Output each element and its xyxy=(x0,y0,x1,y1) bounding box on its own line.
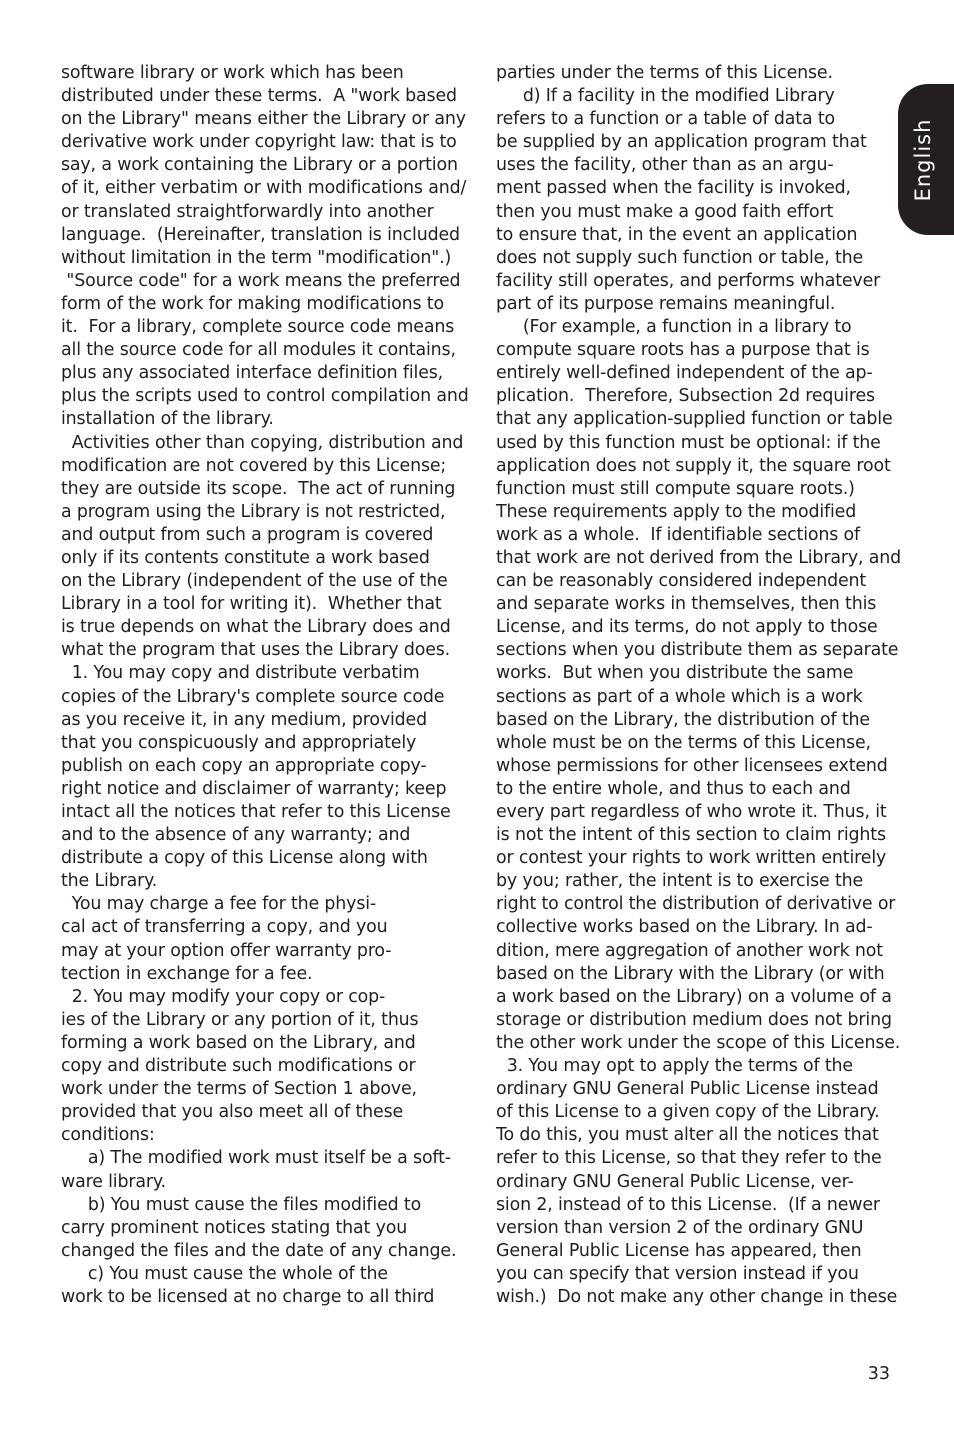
right-text-column xyxy=(496,62,906,1309)
text-line: on the Library" means either the Library or any xyxy=(61,109,466,130)
text-line: then you must make a good faith effort xyxy=(496,201,834,222)
text-line: every part regardless of who wrote it. Thus, it xyxy=(496,802,887,822)
text-line: parties under the terms of this License. xyxy=(496,63,833,83)
text-line: based on the Library with the Library (or with xyxy=(496,963,885,984)
text-line: does not supply such function or table, the xyxy=(496,247,864,268)
text-line: ordinary GNU General Public License, ver- xyxy=(496,1171,854,1192)
text-line: distributed under these terms. A "work based xyxy=(61,86,457,107)
text-line: say, a work containing the Library or a portion xyxy=(61,155,458,176)
text-line: without limitation in the term "modification".) xyxy=(61,247,452,268)
text-line: what the program that uses the Library does. xyxy=(61,640,451,661)
text-line: refer to this License, so that they refer to the xyxy=(496,1148,882,1169)
text-line: tection in exchange for a fee. xyxy=(61,963,313,984)
text-line: wish.) Do not make any other change in these xyxy=(496,1286,898,1307)
text-line: right notice and disclaimer of warranty; keep xyxy=(61,778,447,799)
text-line: ordinary GNU General Public License instead xyxy=(496,1079,879,1100)
text-line: derivative work under copyright law: that is to xyxy=(61,132,457,153)
page-number: 33 xyxy=(867,1364,890,1384)
text-line: forming a work based on the Library, and xyxy=(61,1032,416,1053)
text-line: entirely well-defined independent of the ap- xyxy=(496,363,873,384)
text-line: cal act of transferring a copy, and you xyxy=(61,917,388,938)
text-line: of this License to a given copy of the Library. xyxy=(496,1102,880,1123)
text-line: plus the scripts used to control compilation and xyxy=(61,386,469,407)
text-line: provided that you also meet all of these xyxy=(61,1102,404,1123)
text-line: work under the terms of Section 1 above, xyxy=(61,1079,417,1100)
text-line: License, and its terms, do not apply to those xyxy=(496,617,878,638)
text-line: 2. You may modify your copy or cop- xyxy=(61,986,386,1007)
text-line: Activities other than copying, distribution and xyxy=(61,432,464,453)
text-line: sion 2, instead of to this License. (If a newer xyxy=(496,1194,880,1215)
text-line: work to be licensed at no charge to all third xyxy=(61,1286,435,1307)
text-line: modification are not covered by this License; xyxy=(61,455,447,476)
text-line: d) If a facility in the modified Library xyxy=(496,86,835,107)
text-line: a work based on the Library) on a volume of a xyxy=(496,986,892,1007)
text-line: You may charge a fee for the physi- xyxy=(61,894,377,915)
text-line: and separate works in themselves, then this xyxy=(496,594,877,615)
text-line: may at your option offer warranty pro- xyxy=(61,940,392,961)
text-line: c) You must cause the whole of the xyxy=(61,1263,388,1284)
text-line: of it, either verbatim or with modifications and/ xyxy=(61,178,467,199)
text-line: used by this function must be optional: if the xyxy=(496,432,881,453)
text-line: plus any associated interface definition files, xyxy=(61,363,444,384)
text-line: storage or distribution medium does not bring xyxy=(496,1009,892,1030)
text-line: language. (Hereinafter, translation is included xyxy=(61,224,460,245)
text-line: intact all the notices that refer to this License xyxy=(61,802,451,822)
text-line: that work are not derived from the Library, and xyxy=(496,547,901,568)
text-line: sections when you distribute them as separate xyxy=(496,640,899,661)
text-line: plication. Therefore, Subsection 2d requires xyxy=(496,386,875,407)
text-line: be supplied by an application program that xyxy=(496,132,867,153)
text-line: application does not supply it, the square root xyxy=(496,455,891,476)
text-line: a program using the Library is not restricted, xyxy=(61,501,446,522)
text-line: (For example, a function in a library to xyxy=(496,317,852,338)
text-line: and to the absence of any warranty; and xyxy=(61,825,411,846)
text-line: is not the intent of this section to claim rights xyxy=(496,825,886,846)
text-line: distribute a copy of this License along with xyxy=(61,848,428,869)
text-line: is true depends on what the Library does and xyxy=(61,617,451,638)
text-line: the other work under the scope of this License. xyxy=(496,1032,901,1053)
text-line: whole must be on the terms of this License, xyxy=(496,732,871,753)
text-line: ware library. xyxy=(61,1171,166,1192)
text-line: part of its purpose remains meaningful. xyxy=(496,293,836,314)
text-line: To do this, you must alter all the notices that xyxy=(496,1125,879,1146)
text-line: collective works based on the Library. In ad- xyxy=(496,917,873,938)
text-line: General Public License has appeared, then xyxy=(496,1240,862,1261)
text-line: you can specify that version instead if you xyxy=(496,1263,859,1284)
text-line: These requirements apply to the modified xyxy=(496,501,857,522)
text-line: ies of the Library or any portion of it, thus xyxy=(61,1009,419,1030)
text-line: they are outside its scope. The act of running xyxy=(61,478,456,499)
text-line: copy and distribute such modifications or xyxy=(61,1056,416,1077)
text-line: software library or work which has been xyxy=(61,63,404,83)
text-line: that you conspicuously and appropriately xyxy=(61,732,417,753)
text-line: b) You must cause the files modified to xyxy=(61,1194,422,1215)
text-line: refers to a function or a table of data to xyxy=(496,109,835,130)
text-line: right to control the distribution of derivative or xyxy=(496,894,896,915)
text-line: all the source code for all modules it contains, xyxy=(61,340,456,361)
text-line: work as a whole. If identifiable sections of xyxy=(496,524,861,545)
text-line: the Library. xyxy=(61,871,158,892)
text-line: can be reasonably considered independent xyxy=(496,571,867,592)
text-line: dition, mere aggregation of another work not xyxy=(496,940,883,961)
text-line: it. For a library, complete source code means xyxy=(61,317,455,338)
text-line: or contest your rights to work written entirely xyxy=(496,848,887,869)
text-line: to the entire whole, and thus to each and xyxy=(496,778,851,799)
text-line: ment passed when the facility is invoked, xyxy=(496,178,851,199)
text-line: that any application-supplied function or table xyxy=(496,409,893,430)
text-line: installation of the library. xyxy=(61,409,274,430)
text-line: sections as part of a whole which is a work xyxy=(496,686,863,707)
text-line: Library in a tool for writing it). Whether that xyxy=(61,594,442,615)
text-line: form of the work for making modifications to xyxy=(61,293,444,314)
text-line: or translated straightforwardly into another xyxy=(61,201,434,222)
text-line: based on the Library, the distribution of the xyxy=(496,709,870,730)
text-line: facility still operates, and performs whatever xyxy=(496,270,881,291)
text-line: a) The modified work must itself be a soft- xyxy=(61,1148,451,1169)
text-line: changed the files and the date of any change. xyxy=(61,1240,457,1261)
text-line: 3. You may opt to apply the terms of the xyxy=(496,1056,853,1077)
text-line: whose permissions for other licensees extend xyxy=(496,755,888,776)
text-line: conditions: xyxy=(61,1125,155,1146)
text-line: works. But when you distribute the same xyxy=(496,663,854,684)
language-tab-label: English xyxy=(911,118,935,202)
left-text-column xyxy=(61,62,471,1309)
text-line: version than version 2 of the ordinary GNU xyxy=(496,1217,864,1238)
text-line: function must still compute square roots.) xyxy=(496,478,855,499)
text-line: by you; rather, the intent is to exercise the xyxy=(496,871,864,892)
text-line: publish on each copy an appropriate copy- xyxy=(61,755,427,776)
text-line: copies of the Library's complete source code xyxy=(61,686,445,707)
text-line: compute square roots has a purpose that is xyxy=(496,340,870,361)
text-line: only if its contents constitute a work based xyxy=(61,547,430,568)
text-line: on the Library (independent of the use of the xyxy=(61,571,448,592)
text-line: and output from such a program is covered xyxy=(61,524,434,545)
text-line: uses the facility, other than as an argu- xyxy=(496,155,834,176)
text-line: carry prominent notices stating that you xyxy=(61,1217,408,1238)
text-line: to ensure that, in the event an application xyxy=(496,224,858,245)
text-line: 1. You may copy and distribute verbatim xyxy=(61,663,420,684)
text-line: as you receive it, in any medium, provided xyxy=(61,709,427,730)
text-line: "Source code" for a work means the preferred xyxy=(61,270,461,291)
